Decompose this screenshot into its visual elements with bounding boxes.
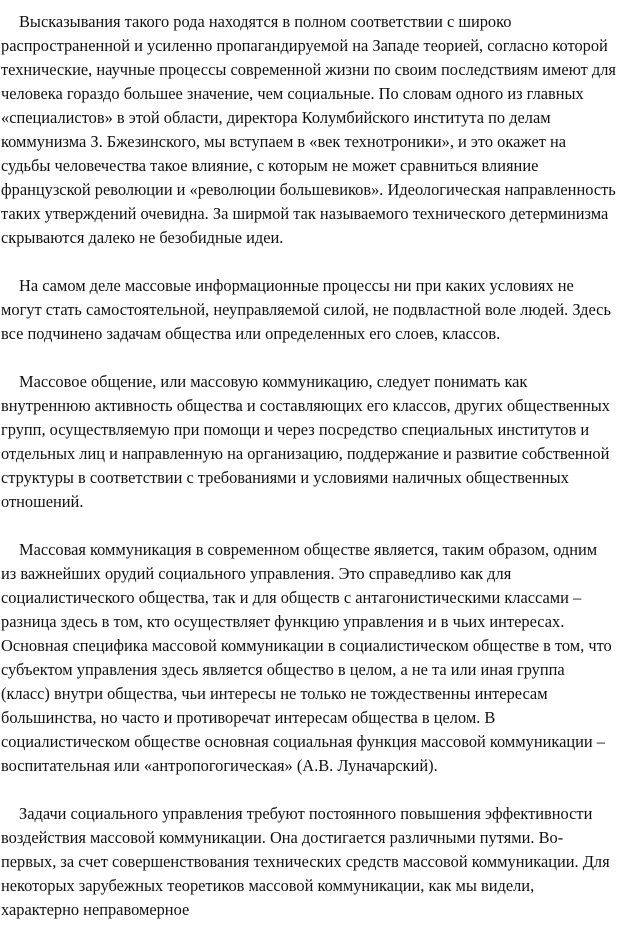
- paragraph-1: Высказывания такого рода находятся в полном соответствии с широко распространенной и усиленно пропагандируемой на Западе теорией, согласно которой технические, научные процессы современной жизни по своим последствиям имеют для человека гораздо большее значение, чем социальные. По словам одного из главных «специалистов» в этой области, директора Колумбийского института по делам коммунизма З. Бжезинского, мы вступаем в «век технотроники», и это окажет на судьбы человечества такое влияние, с которым не может сравниться влияние французской революции и «революции большевиков». Идеологическая направленность таких утверждений очевидна. За ширмой так называемого технического детерминизма скрываются далеко не безобидные идеи.: [1, 12, 616, 247]
- paragraph-4: Массовая коммуникация в современном обществе является, таким образом, одним из важнейших орудий социального управления. Это справедливо как для социалистического общества, так и для обществ с антагонистическими классами – разница здесь в том, кто осуществляет функцию управления и в чьих интересах. Основная специфика массовой коммуникации в социалистическом обществе в том, что субъектом управления здесь является общество в целом, а не та или иная группа (класс) внутри общества, чьи интересы не только не тождественны интересам большинства, но часто и противоречат интересам общества в целом. В социалистическом обществе основная социальная функция массовой коммуникации – воспитательная или «антропогогическая» (А.В. Луначарский).: [1, 540, 612, 775]
- paragraph-3: Массовое общение, или массовую коммуникацию, следует понимать как внутреннюю активность общества и составляющих его классов, других общественных групп, осуществляемую при помощи и через посредство специальных институтов и отдельных лиц и направленную на организацию, поддержание и развитие собственной структуры в соответствии с требованиями и условиями наличных общественных отношений.: [1, 372, 610, 511]
- paragraph-5: Задачи социального управления требуют постоянного повышения эффективности воздействия массовой коммуникации. Она достигается различными путями. Во-первых, за счет совершенствования технических средств массовой коммуникации. Для некоторых зарубежных теоретиков массовой коммуникации, как мы видели, характерно неправомерное: [1, 804, 610, 919]
- paragraph-2: На самом деле массовые информационные процессы ни при каких условиях не могут стать самостоятельной, неуправляемой силой, не подвластной воле людей. Здесь все подчинено задачам общества или определенных его слоев, классов.: [1, 276, 611, 343]
